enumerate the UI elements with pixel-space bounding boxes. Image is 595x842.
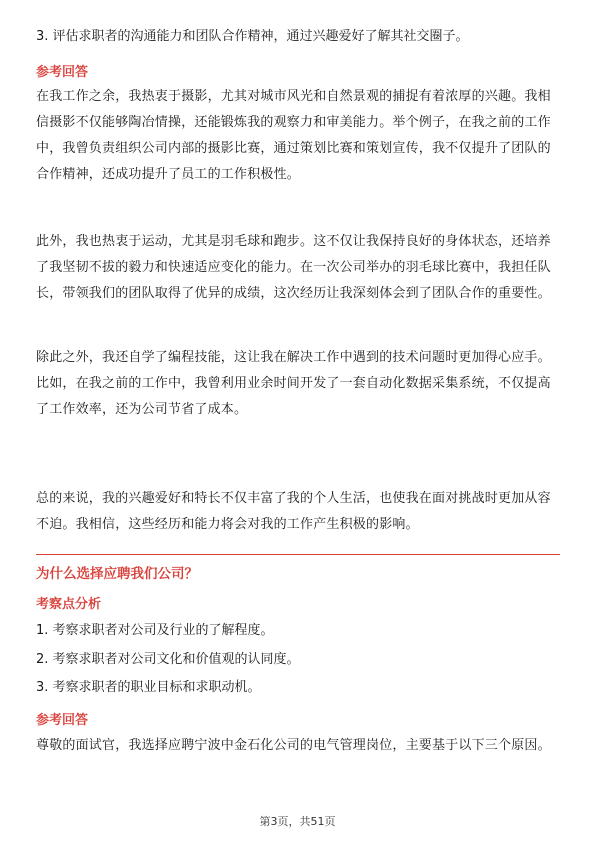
page-number: 第3页，共51页 — [259, 815, 336, 828]
analysis-label: 考察点分析 — [36, 597, 102, 612]
answer-paragraph: 尊敬的面试官，我选择应聘宁波中金石化公司的电气管理岗位，主要基于以下三个原因。 — [36, 738, 551, 753]
answer-label: 参考回答 — [36, 713, 89, 728]
section-divider — [36, 554, 560, 555]
answer-paragraph: 此外，我也热衷于运动，尤其是羽毛球和跑步。这不仅让我保持良好的身体状态，还培养了我坚韧不拔的毅力和快速适应变化的能力。在一次公司举办的羽毛球比赛中，我担任队长，带领我们的团队取得了优异的成绩，这次经历让我深刻体会到了团队合作的重要性。 — [36, 234, 551, 301]
analysis-item: 3. 考察求职者的职业目标和求职动机。 — [36, 680, 261, 695]
analysis-item: 1. 考察求职者对公司及行业的了解程度。 — [36, 623, 274, 638]
answer-paragraph: 除此之外，我还自学了编程技能，这让我在解决工作中遇到的技术问题时更加得心应手。比如，在我之前的工作中，我曾利用业余时间开发了一套自动化数据采集系统，不仅提高了工作效率，还为公司节省了成本。 — [36, 350, 551, 417]
analysis-item: 2. 考察求职者对公司文化和价值观的认同度。 — [36, 652, 300, 667]
answer-paragraph: 总的来说，我的兴趣爱好和特长不仅丰富了我的个人生活，也使我在面对挑战时更加从容不迫。我相信，这些经历和能力将会对我的工作产生积极的影响。 — [36, 491, 551, 532]
answer-label: 参考回答 — [36, 65, 89, 80]
question-heading: 为什么选择应聘我们公司？ — [36, 566, 198, 582]
intro-list-item: 3. 评估求职者的沟通能力和团队合作精神，通过兴趣爱好了解其社交圈子。 — [36, 29, 469, 44]
answer-paragraph: 在我工作之余，我热衷于摄影，尤其对城市风光和自然景观的捕捉有着浓厚的兴趣。我相信摄影不仅能够陶冶情操，还能锻炼我的观察力和审美能力。举个例子，在我之前的工作中，我曾负责组织公司内部的摄影比赛，通过策划比赛和策划宣传，我不仅提升了团队的合作精神，还成功提升了员工的工作积极性。 — [36, 89, 551, 182]
